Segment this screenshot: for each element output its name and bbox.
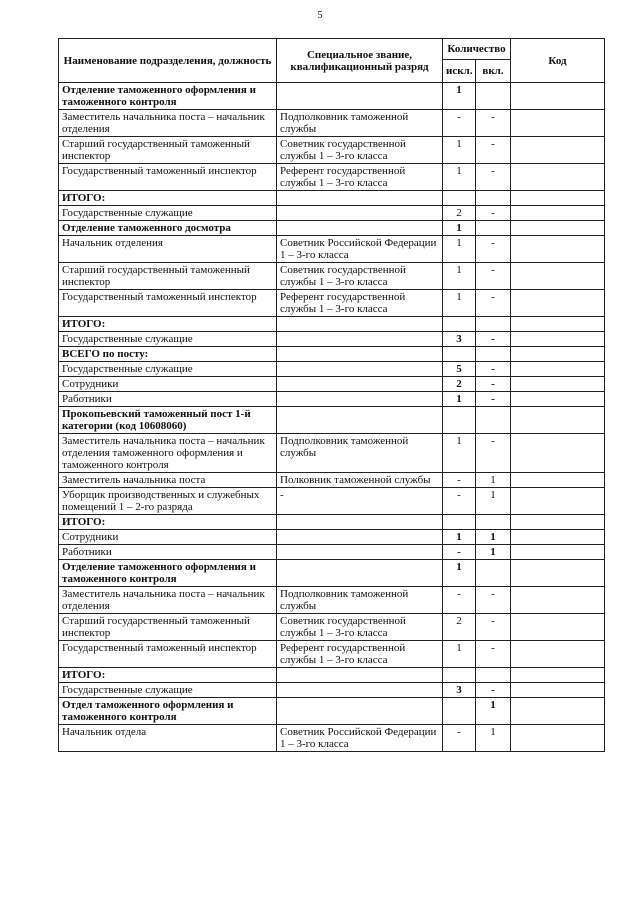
row-rank-cell bbox=[277, 545, 443, 560]
table-row bbox=[59, 683, 605, 698]
table-row bbox=[59, 641, 605, 668]
row-name-cell: Начальник отделения bbox=[59, 236, 277, 263]
row-name-cell: ИТОГО: bbox=[59, 317, 277, 332]
row-rank-cell bbox=[277, 347, 443, 362]
row-code-cell bbox=[511, 545, 605, 560]
table-row bbox=[59, 407, 605, 434]
row-incl-cell: - bbox=[476, 110, 511, 137]
row-incl-cell bbox=[476, 191, 511, 206]
row-excl-cell: 1 bbox=[443, 164, 476, 191]
row-incl-cell: 1 bbox=[476, 698, 511, 725]
row-excl-cell: 2 bbox=[443, 377, 476, 392]
row-code-cell bbox=[511, 515, 605, 530]
row-name-cell: Государственные служащие bbox=[59, 206, 277, 221]
row-rank-cell bbox=[277, 515, 443, 530]
row-excl-cell: - bbox=[443, 545, 476, 560]
table-row bbox=[59, 191, 605, 206]
row-incl-cell: - bbox=[476, 362, 511, 377]
row-incl-cell: - bbox=[476, 206, 511, 221]
table-row bbox=[59, 362, 605, 377]
row-excl-cell: 1 bbox=[443, 263, 476, 290]
row-incl-cell: - bbox=[476, 263, 511, 290]
row-code-cell bbox=[511, 206, 605, 221]
table-row bbox=[59, 488, 605, 515]
header-name: Наименование подразделения, должность bbox=[59, 39, 277, 83]
row-incl-cell: - bbox=[476, 137, 511, 164]
row-rank-cell: Подполковник таможенной службы bbox=[277, 587, 443, 614]
staff-table bbox=[58, 38, 605, 752]
row-code-cell bbox=[511, 377, 605, 392]
table-row bbox=[59, 434, 605, 473]
row-incl-cell bbox=[476, 83, 511, 110]
row-excl-cell: 1 bbox=[443, 560, 476, 587]
table-row bbox=[59, 83, 605, 110]
row-code-cell bbox=[511, 725, 605, 752]
table-row bbox=[59, 221, 605, 236]
row-code-cell bbox=[511, 221, 605, 236]
row-incl-cell: - bbox=[476, 377, 511, 392]
row-rank-cell: - bbox=[277, 488, 443, 515]
row-excl-cell: 3 bbox=[443, 332, 476, 347]
table-row bbox=[59, 515, 605, 530]
row-excl-cell: 1 bbox=[443, 392, 476, 407]
row-code-cell bbox=[511, 614, 605, 641]
row-incl-cell: 1 bbox=[476, 545, 511, 560]
row-rank-cell bbox=[277, 392, 443, 407]
row-excl-cell: 1 bbox=[443, 137, 476, 164]
header-quantity: Количество bbox=[443, 39, 511, 60]
row-code-cell bbox=[511, 668, 605, 683]
row-rank-cell bbox=[277, 332, 443, 347]
row-code-cell bbox=[511, 407, 605, 434]
row-incl-cell: - bbox=[476, 164, 511, 191]
row-name-cell: Государственный таможенный инспектор bbox=[59, 290, 277, 317]
row-rank-cell: Советник Российской Федерации 1 – 3-го класса bbox=[277, 236, 443, 263]
row-incl-cell bbox=[476, 221, 511, 236]
row-code-cell bbox=[511, 530, 605, 545]
row-code-cell bbox=[511, 83, 605, 110]
row-incl-cell bbox=[476, 560, 511, 587]
row-incl-cell: - bbox=[476, 587, 511, 614]
table-row bbox=[59, 560, 605, 587]
row-name-cell: Работники bbox=[59, 392, 277, 407]
row-rank-cell: Референт государственной службы 1 – 3-го класса bbox=[277, 290, 443, 317]
row-code-cell bbox=[511, 110, 605, 137]
row-incl-cell: 1 bbox=[476, 488, 511, 515]
table-row bbox=[59, 290, 605, 317]
row-name-cell: ИТОГО: bbox=[59, 191, 277, 206]
row-excl-cell: 1 bbox=[443, 83, 476, 110]
table-row bbox=[59, 545, 605, 560]
row-name-cell: Заместитель начальника поста – начальник отделения bbox=[59, 110, 277, 137]
row-name-cell: Уборщик производственных и служебных помещений 1 – 2-го разряда bbox=[59, 488, 277, 515]
table-row bbox=[59, 236, 605, 263]
row-excl-cell: - bbox=[443, 488, 476, 515]
row-name-cell: Сотрудники bbox=[59, 530, 277, 545]
row-name-cell: Старший государственный таможенный инспектор bbox=[59, 263, 277, 290]
table-row bbox=[59, 347, 605, 362]
row-rank-cell bbox=[277, 362, 443, 377]
table-row bbox=[59, 377, 605, 392]
row-excl-cell: 1 bbox=[443, 221, 476, 236]
row-rank-cell bbox=[277, 191, 443, 206]
row-code-cell bbox=[511, 434, 605, 473]
row-incl-cell: - bbox=[476, 683, 511, 698]
row-name-cell: Государственные служащие bbox=[59, 683, 277, 698]
row-rank-cell bbox=[277, 683, 443, 698]
table-row bbox=[59, 473, 605, 488]
row-excl-cell: - bbox=[443, 473, 476, 488]
row-incl-cell: - bbox=[476, 641, 511, 668]
row-excl-cell bbox=[443, 698, 476, 725]
table-row bbox=[59, 317, 605, 332]
row-code-cell bbox=[511, 317, 605, 332]
row-incl-cell: - bbox=[476, 392, 511, 407]
row-name-cell: Отделение таможенного досмотра bbox=[59, 221, 277, 236]
row-code-cell bbox=[511, 362, 605, 377]
row-name-cell: Заместитель начальника поста – начальник отделения таможенного оформления и таможенного контроля bbox=[59, 434, 277, 473]
header-excl: искл. bbox=[443, 60, 476, 83]
row-code-cell bbox=[511, 560, 605, 587]
table-row bbox=[59, 110, 605, 137]
table-body bbox=[59, 83, 605, 752]
row-code-cell bbox=[511, 191, 605, 206]
row-excl-cell bbox=[443, 347, 476, 362]
row-incl-cell: - bbox=[476, 236, 511, 263]
table-row bbox=[59, 206, 605, 221]
row-excl-cell: 1 bbox=[443, 641, 476, 668]
row-excl-cell: 1 bbox=[443, 290, 476, 317]
row-code-cell bbox=[511, 137, 605, 164]
row-code-cell bbox=[511, 290, 605, 317]
row-incl-cell bbox=[476, 317, 511, 332]
row-name-cell: Отделение таможенного оформления и таможенного контроля bbox=[59, 83, 277, 110]
row-name-cell: Государственные служащие bbox=[59, 362, 277, 377]
row-incl-cell: 1 bbox=[476, 725, 511, 752]
row-name-cell: ИТОГО: bbox=[59, 668, 277, 683]
row-rank-cell bbox=[277, 83, 443, 110]
row-rank-cell: Подполковник таможенной службы bbox=[277, 434, 443, 473]
row-incl-cell: 1 bbox=[476, 473, 511, 488]
table-row bbox=[59, 614, 605, 641]
row-rank-cell bbox=[277, 377, 443, 392]
row-rank-cell: Советник государственной службы 1 – 3-го класса bbox=[277, 137, 443, 164]
table-row bbox=[59, 530, 605, 545]
row-name-cell: Государственные служащие bbox=[59, 332, 277, 347]
row-name-cell: Работники bbox=[59, 545, 277, 560]
row-code-cell bbox=[511, 263, 605, 290]
row-rank-cell bbox=[277, 560, 443, 587]
row-rank-cell bbox=[277, 206, 443, 221]
row-excl-cell: 1 bbox=[443, 530, 476, 545]
row-incl-cell bbox=[476, 515, 511, 530]
row-name-cell: Прокопьевский таможенный пост 1-й категории (код 10608060) bbox=[59, 407, 277, 434]
row-excl-cell bbox=[443, 668, 476, 683]
row-rank-cell bbox=[277, 668, 443, 683]
row-incl-cell bbox=[476, 668, 511, 683]
header-rank: Специальное звание, квалификационный разряд bbox=[277, 39, 443, 83]
row-rank-cell bbox=[277, 317, 443, 332]
row-rank-cell: Полковник таможенной службы bbox=[277, 473, 443, 488]
row-incl-cell: - bbox=[476, 332, 511, 347]
table-row bbox=[59, 164, 605, 191]
row-excl-cell: - bbox=[443, 587, 476, 614]
row-excl-cell: 3 bbox=[443, 683, 476, 698]
row-rank-cell bbox=[277, 530, 443, 545]
row-code-cell bbox=[511, 587, 605, 614]
table-row bbox=[59, 668, 605, 683]
row-rank-cell bbox=[277, 221, 443, 236]
row-rank-cell: Подполковник таможенной службы bbox=[277, 110, 443, 137]
table-row bbox=[59, 698, 605, 725]
row-name-cell: Заместитель начальника поста bbox=[59, 473, 277, 488]
row-code-cell bbox=[511, 236, 605, 263]
row-name-cell: ВСЕГО по посту: bbox=[59, 347, 277, 362]
table-row bbox=[59, 587, 605, 614]
row-excl-cell: 2 bbox=[443, 614, 476, 641]
row-name-cell: ИТОГО: bbox=[59, 515, 277, 530]
row-name-cell: Отделение таможенного оформления и таможенного контроля bbox=[59, 560, 277, 587]
header-code: Код bbox=[511, 39, 605, 83]
row-code-cell bbox=[511, 164, 605, 191]
row-incl-cell bbox=[476, 407, 511, 434]
row-incl-cell: 1 bbox=[476, 530, 511, 545]
table-row bbox=[59, 137, 605, 164]
row-rank-cell: Референт государственной службы 1 – 3-го класса bbox=[277, 164, 443, 191]
row-code-cell bbox=[511, 698, 605, 725]
row-excl-cell bbox=[443, 317, 476, 332]
row-excl-cell: 1 bbox=[443, 434, 476, 473]
row-excl-cell bbox=[443, 407, 476, 434]
row-incl-cell: - bbox=[476, 614, 511, 641]
row-code-cell bbox=[511, 347, 605, 362]
header-incl: вкл. bbox=[476, 60, 511, 83]
row-name-cell: Государственный таможенный инспектор bbox=[59, 164, 277, 191]
table-row bbox=[59, 725, 605, 752]
row-code-cell bbox=[511, 473, 605, 488]
row-incl-cell bbox=[476, 347, 511, 362]
row-excl-cell: 5 bbox=[443, 362, 476, 377]
row-code-cell bbox=[511, 332, 605, 347]
row-excl-cell bbox=[443, 515, 476, 530]
row-excl-cell: 2 bbox=[443, 206, 476, 221]
row-code-cell bbox=[511, 641, 605, 668]
table-row bbox=[59, 392, 605, 407]
row-rank-cell: Советник Российской Федерации 1 – 3-го класса bbox=[277, 725, 443, 752]
row-excl-cell bbox=[443, 191, 476, 206]
row-rank-cell bbox=[277, 407, 443, 434]
row-name-cell: Отдел таможенного оформления и таможенного контроля bbox=[59, 698, 277, 725]
row-rank-cell bbox=[277, 698, 443, 725]
row-rank-cell: Советник государственной службы 1 – 3-го класса bbox=[277, 614, 443, 641]
row-excl-cell: - bbox=[443, 725, 476, 752]
row-name-cell: Заместитель начальника поста – начальник отделения bbox=[59, 587, 277, 614]
row-rank-cell: Референт государственной службы 1 – 3-го класса bbox=[277, 641, 443, 668]
row-name-cell: Старший государственный таможенный инспектор bbox=[59, 614, 277, 641]
table-row bbox=[59, 332, 605, 347]
row-code-cell bbox=[511, 488, 605, 515]
row-rank-cell: Советник государственной службы 1 – 3-го класса bbox=[277, 263, 443, 290]
row-name-cell: Государственный таможенный инспектор bbox=[59, 641, 277, 668]
table-header-row bbox=[59, 39, 605, 60]
row-incl-cell: - bbox=[476, 290, 511, 317]
table-row bbox=[59, 263, 605, 290]
row-code-cell bbox=[511, 392, 605, 407]
page-number: 5 bbox=[317, 10, 323, 21]
row-name-cell: Начальник отдела bbox=[59, 725, 277, 752]
row-name-cell: Старший государственный таможенный инспектор bbox=[59, 137, 277, 164]
row-name-cell: Сотрудники bbox=[59, 377, 277, 392]
row-excl-cell: 1 bbox=[443, 236, 476, 263]
row-incl-cell: - bbox=[476, 434, 511, 473]
row-excl-cell: - bbox=[443, 110, 476, 137]
row-code-cell bbox=[511, 683, 605, 698]
